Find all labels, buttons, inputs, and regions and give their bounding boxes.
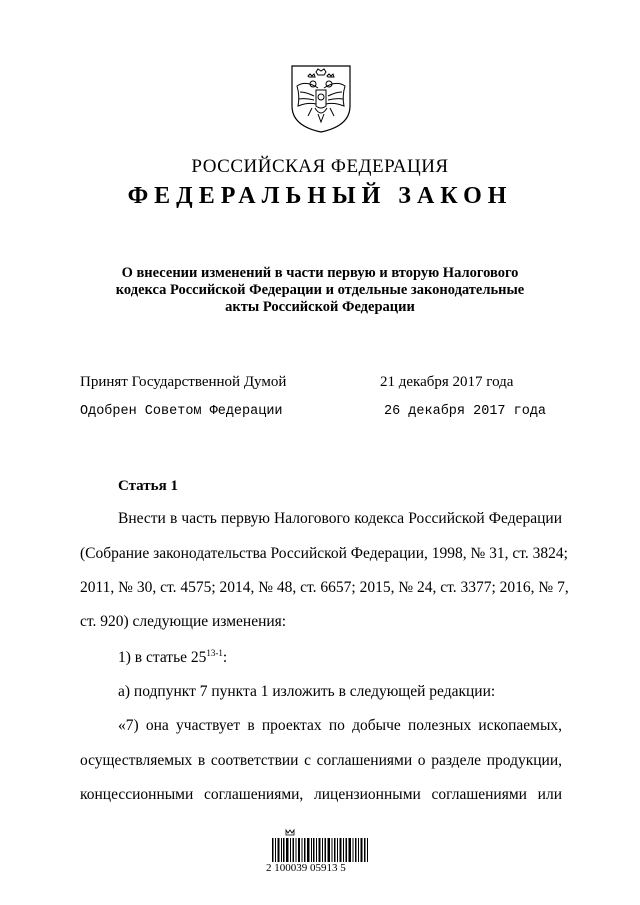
article-line: (Собрание законодательства Российской Федерации, 1998, № 31, ст. 3824; — [80, 545, 568, 562]
barcode-bars — [272, 838, 368, 862]
small-emblem-icon — [286, 830, 294, 835]
law-title: ФЕДЕРАЛЬНЫЙ ЗАКОН — [127, 183, 513, 209]
subject-line: кодекса Российской Федерации и отдельные законодательные — [115, 282, 525, 298]
item-1-superscript: 13-1 — [206, 648, 223, 658]
article-title: Статья 1 — [118, 478, 178, 494]
item-1-suffix: : — [222, 649, 228, 667]
duma-label: Принят Государственной Думой — [80, 374, 287, 390]
quote-line: концессионными соглашениями, лицензионными соглашениями или — [80, 786, 562, 803]
item-1-text: 1) в статье 25 — [118, 649, 207, 667]
article-line: Внести в часть первую Налогового кодекса Российской Федерации — [118, 510, 562, 527]
council-label: Одобрен Советом Федерации — [80, 404, 283, 419]
barcode — [270, 828, 370, 888]
item-1 — [118, 648, 562, 667]
quote-line: «7) она участвует в проектах по добыче полезных ископаемых, — [118, 717, 562, 734]
duma-date: 21 декабря 2017 года — [380, 374, 514, 390]
state-emblem-icon — [288, 62, 354, 134]
article-line: 2011, № 30, ст. 4575; 2014, № 48, ст. 6657; 2015, № 24, ст. 3377; 2016, № 7, — [80, 579, 569, 596]
subject-line: О внесении изменений в части первую и вторую Налогового — [121, 265, 519, 281]
item-a: а) подпункт 7 пункта 1 изложить в следующей редакции: — [118, 683, 496, 700]
quote-line: осуществляемых в соответствии с соглашениями о разделе продукции, — [80, 752, 562, 769]
barcode-number: 2 100039 05913 5 — [266, 862, 346, 874]
federation-heading: РОССИЙСКАЯ ФЕДЕРАЦИЯ — [191, 156, 449, 177]
subject-line: акты Российской Федерации — [225, 299, 415, 315]
article-line: ст. 920) следующие изменения: — [80, 613, 287, 630]
council-date: 26 декабря 2017 года — [384, 404, 547, 419]
law-subject — [100, 265, 540, 316]
